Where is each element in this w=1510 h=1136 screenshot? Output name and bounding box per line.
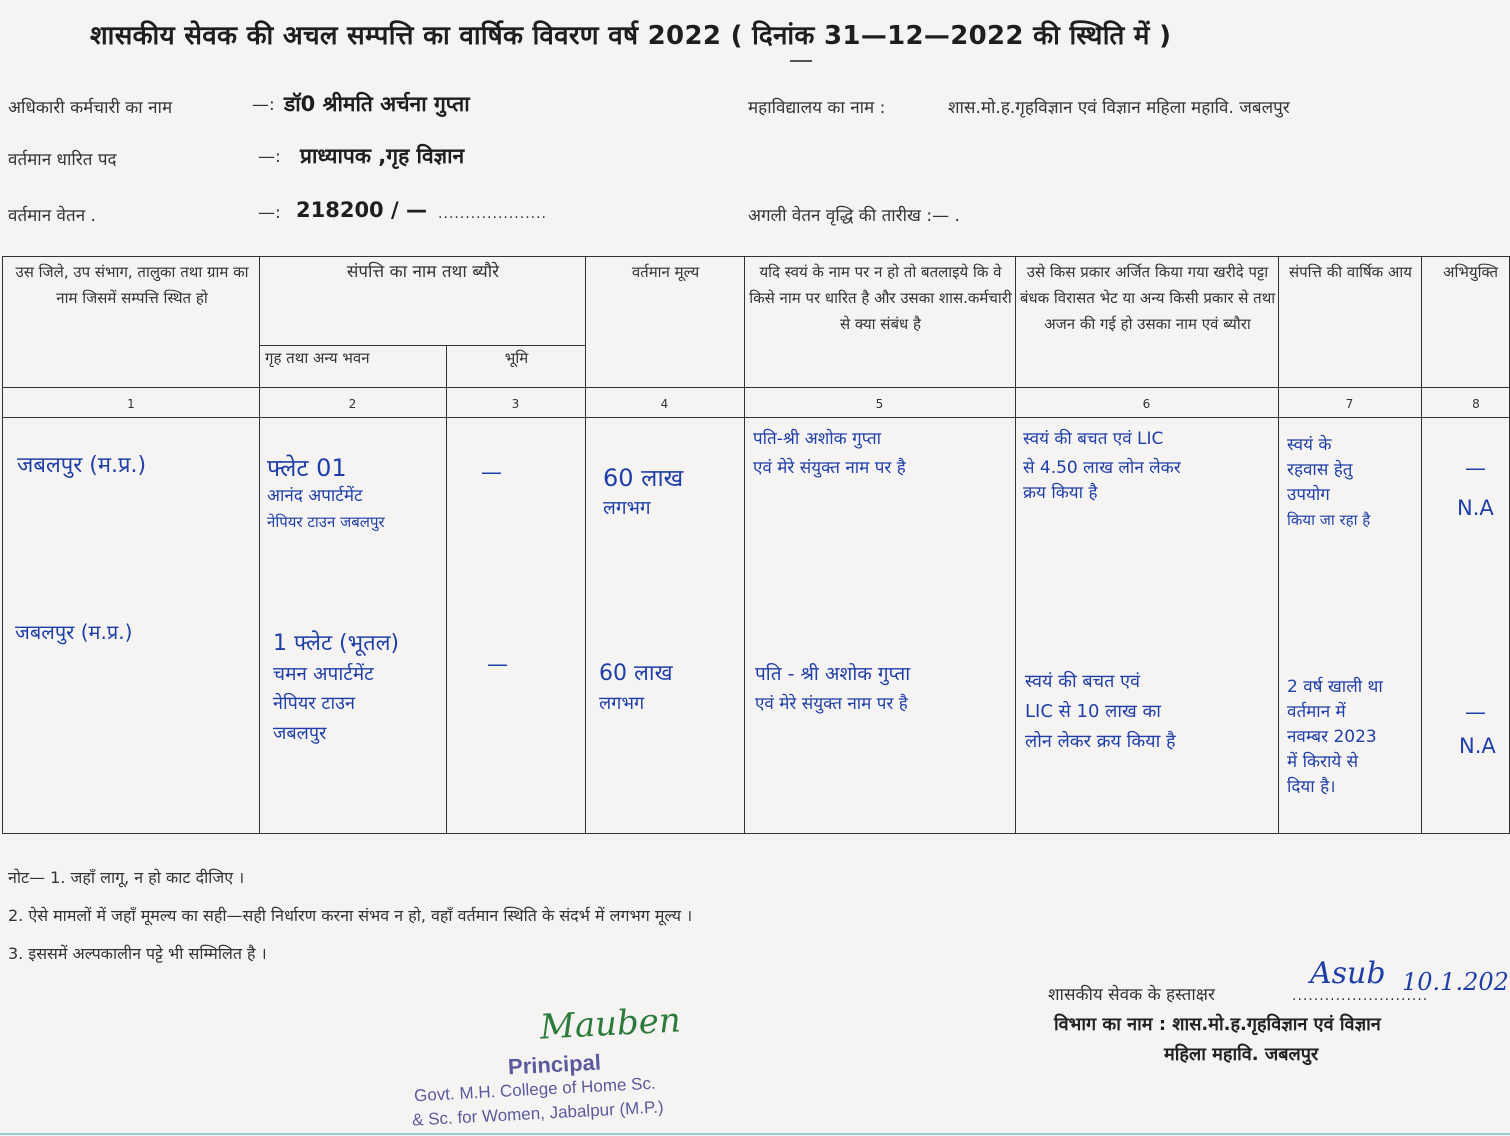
row2-building: 1 फ्लेट (भूतल) चमन अपार्टमेंट नेपियर टाउन जबलपुर xyxy=(273,631,400,744)
note-2: 2. ऐसे मामलों में जहाँ मूमल्य का सही—सही निर्धारण करना संभव न हो, वहाँ वर्तमान स्थिति के संदर्भ में लगभग मूल्य । xyxy=(8,906,693,925)
property-table xyxy=(2,256,1510,834)
header-value: वर्तमान मूल्य xyxy=(631,263,700,281)
row1-land: — xyxy=(481,460,502,484)
document-title: शासकीय सेवक की अचल सम्पत्ति का वार्षिक विवरण वर्ष 2022 ( दिनांक 31—12—2022 की स्थिति में ) xyxy=(90,21,1172,51)
column-number: 3 xyxy=(511,397,520,411)
row2-value: 60 लाख लगभग xyxy=(599,661,673,714)
row2-income: 2 वर्ष खाली था वर्तमान में नवम्बर 2023 में किराये से दिया है। xyxy=(1287,677,1383,797)
column-number: 8 xyxy=(1472,397,1480,411)
row2-holder: पति - श्री अशोक गुप्ता एवं मेरे संयुक्त नाम पर है xyxy=(755,663,911,714)
header-holder: यदि स्वयं के नाम पर न हो तो बतलाइये कि वे किसे नाम पर धारित है और उसका शास.कर्मचारी से क्या संबंध है xyxy=(749,263,1012,333)
separator-dash: —: xyxy=(258,203,281,223)
handwritten-signature: Asub xyxy=(1310,956,1386,991)
stamp-title: Principal xyxy=(507,1049,602,1080)
header-location: उस जिले, उप संभाग, तालुका तथा ग्राम का नाम जिसमें सम्पत्ति स्थित हो xyxy=(15,263,249,307)
column-number: 6 xyxy=(1142,397,1151,411)
subheader-building: गृह तथा अन्य भवन xyxy=(265,349,370,367)
separator-dash: —: xyxy=(252,95,275,115)
note-3: 3. इससमें अल्पकालीन पट्टे भी सम्मिलित है । xyxy=(8,944,267,963)
row1-income: स्वयं के रहवास हेतु उपयोग किया जा रहा है xyxy=(1287,435,1371,529)
employee-name-value: डॉ0 श्रीमति अर्चना गुप्ता xyxy=(284,92,470,116)
department-line-1: विभाग का नाम : शास.मो.ह.गृहविज्ञान एवं विज्ञान xyxy=(1054,1014,1381,1035)
separator-dash: —: xyxy=(258,147,281,167)
signature-date: 10.1.202 xyxy=(1402,968,1509,996)
row2-acquired: स्वयं की बचत एवं LIC से 10 लाख का लोन लेकर क्रय किया है xyxy=(1025,671,1176,752)
increment-label: अगली वेतन वृद्धि की तारीख :— . xyxy=(748,206,960,226)
post-label: वर्तमान धारित पद xyxy=(8,150,117,170)
salary-value: 218200 / — xyxy=(296,198,427,222)
employee-name-label: अधिकारी कर्मचारी का नाम xyxy=(8,98,173,118)
header-remarks: अभियुक्ति xyxy=(1443,263,1499,281)
row1-value: 60 लाख लगभग xyxy=(603,464,684,519)
column-number: 1 xyxy=(127,397,135,411)
header-acquired: उसे किस प्रकार अर्जित किया गया खरीदे पट्टा बंधक विरासत भेट या अन्य किसी प्रकार से तथा अजन की गई हो उसका नाम एवं ब्यौरा xyxy=(1019,263,1276,333)
row1-remarks: — N.A xyxy=(1457,456,1494,520)
column-number: 5 xyxy=(875,397,884,411)
stamp-line-2: & Sc. for Women, Jabalpur (M.P.) xyxy=(411,1097,664,1130)
column-number: 7 xyxy=(1345,397,1354,411)
principal-signature: Mauben xyxy=(539,1000,682,1048)
column-number: 2 xyxy=(348,397,357,411)
subheader-land: भूमि xyxy=(504,349,529,367)
column-number: 4 xyxy=(660,397,669,411)
post-value: प्राध्यापक ,गृह विज्ञान xyxy=(300,144,465,168)
row1-acquired: स्वयं की बचत एवं LIC से 4.50 लाख लोन लेकर क्रय किया है xyxy=(1023,429,1181,503)
stamp-line-1: Govt. M.H. College of Home Sc. xyxy=(413,1073,657,1106)
salary-label: वर्तमान वेतन . xyxy=(8,206,96,226)
note-1: नोट— 1. जहाँ लागू, न हो काट दीजिए । xyxy=(8,868,245,887)
header-property: संपत्ति का नाम तथा ब्यौरे xyxy=(346,262,500,282)
signature-dots: ......................... xyxy=(1292,988,1429,1004)
row1-holder: पति-श्री अशोक गुप्ता एवं मेरे संयुक्त नाम पर है xyxy=(753,429,906,478)
row2-land: — xyxy=(487,652,508,676)
college-label: महाविद्यालय का नाम : xyxy=(748,98,886,118)
row1-district: जबलपुर (म.प्र.) xyxy=(17,453,147,478)
row2-district: जबलपुर (म.प्र.) xyxy=(15,620,133,644)
bottom-border xyxy=(0,1133,1510,1135)
row1-building: फ्लेट 01 आनंद अपार्टमेंट नेपियर टाउन जबलपुर xyxy=(267,454,385,531)
salary-dots: .................... xyxy=(438,206,548,222)
row2-remarks: — N.A xyxy=(1459,700,1496,758)
stray-mark xyxy=(790,60,812,62)
header-income: संपत्ति की वार्षिक आय xyxy=(1289,263,1412,281)
department-line-2: महिला महावि. जबलपुर xyxy=(1164,1044,1319,1065)
college-value: शास.मो.ह.गृहविज्ञान एवं विज्ञान महिला महावि. जबलपुर xyxy=(948,98,1290,118)
signature-label: शासकीय सेवक के हस्ताक्षर xyxy=(1048,985,1215,1005)
